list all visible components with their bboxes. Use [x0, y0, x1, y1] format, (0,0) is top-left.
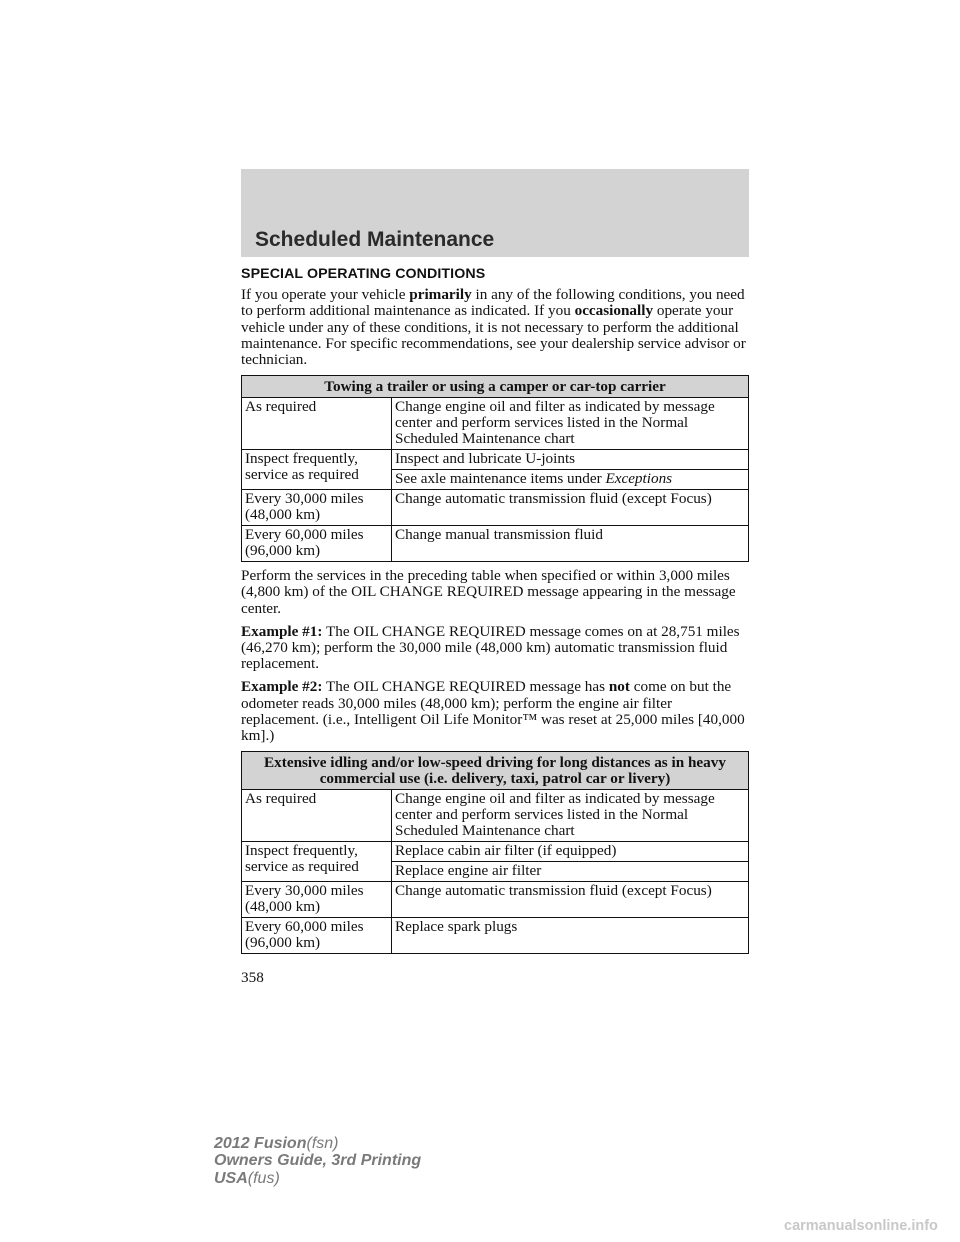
idling-maintenance-table: [241, 751, 749, 954]
table-row: [242, 918, 749, 954]
service-cell: Replace cabin air filter (if equipped): [392, 842, 749, 862]
example-2-bold-not: not: [608, 678, 630, 696]
interval-cell: As required: [242, 398, 392, 450]
service-cell: Replace spark plugs: [392, 918, 749, 954]
example-2-text-1: The OIL CHANGE REQUIRED message has: [322, 678, 609, 696]
page-title: Scheduled Maintenance: [255, 228, 495, 251]
table-row: [242, 842, 749, 862]
table-row: [242, 882, 749, 918]
interval-cell: Inspect frequently, service as required: [242, 450, 392, 490]
intro-text-1: If you operate your vehicle: [241, 286, 410, 304]
interval-cell: Every 30,000 miles (48,000 km): [242, 490, 392, 526]
example-1-paragraph: [241, 624, 749, 673]
watermark: carmanualsonline.info: [784, 1218, 938, 1234]
service-cell: [392, 470, 749, 490]
service-cell: Change manual transmission fluid: [392, 526, 749, 562]
intro-paragraph: [241, 287, 749, 368]
main-content: [241, 266, 749, 960]
table-row: [242, 790, 749, 842]
example-1-text: The OIL CHANGE REQUIRED message comes on at 28,751 miles (46,270 km); perform the 30,000 mile (48,000 km) automatic transmission fluid replacement.: [241, 622, 740, 673]
interval-cell: Every 30,000 miles (48,000 km): [242, 882, 392, 918]
table-row: [242, 450, 749, 470]
footer-printing: Owners Guide, 3rd Printing: [214, 1152, 422, 1170]
footer-model: 2012 Fusion: [214, 1135, 307, 1152]
service-cell: Change engine oil and filter as indicated by message center and perform services listed in the Normal Scheduled Maintenance chart: [392, 398, 749, 450]
table-header: Extensive idling and/or low-speed driving for long distances as in heavy commercial use (i.e. delivery, taxi, patrol car or livery): [242, 752, 749, 790]
after-table-paragraph: Perform the services in the preceding table when specified or within 3,000 miles (4,800 km) of the OIL CHANGE REQUIRED message appearing in the message center.: [241, 567, 736, 617]
footer-market-code: (fus): [247, 1169, 280, 1187]
service-cell: Change engine oil and filter as indicated by message center and perform services listed in the Normal Scheduled Maintenance chart: [392, 790, 749, 842]
intro-text-2: in any of the following conditions, you need to perform additional maintenance as indicated. If you: [241, 286, 745, 320]
service-cell: Inspect and lubricate U-joints: [392, 450, 749, 470]
example-1-label: Example #1:: [241, 622, 323, 640]
service-text: See axle maintenance items under: [395, 470, 606, 488]
towing-maintenance-table: [241, 375, 749, 562]
service-cell: Replace engine air filter: [392, 862, 749, 882]
example-2-label: Example #2:: [241, 678, 323, 696]
table-row: [242, 398, 749, 450]
interval-cell: Every 60,000 miles (96,000 km): [242, 918, 392, 954]
interval-cell: Every 60,000 miles (96,000 km): [242, 526, 392, 562]
intro-bold-occasionally: occasionally: [574, 302, 654, 320]
table-row: [242, 526, 749, 562]
service-cell: Change automatic transmission fluid (except Focus): [392, 490, 749, 526]
service-cell: Change automatic transmission fluid (except Focus): [392, 882, 749, 918]
table-header: Towing a trailer or using a camper or car-top carrier: [242, 376, 749, 398]
page-number: 358: [241, 969, 264, 986]
interval-cell: Inspect frequently, service as required: [242, 842, 392, 882]
section-heading: SPECIAL OPERATING CONDITIONS: [241, 266, 486, 282]
footer-market: USA: [214, 1169, 248, 1187]
exceptions-reference: Exceptions: [605, 470, 673, 488]
footer-model-code: (fsn): [306, 1135, 339, 1152]
footer-imprint: [214, 1135, 421, 1187]
intro-bold-primarily: primarily: [409, 286, 472, 304]
example-2-paragraph: [241, 679, 749, 744]
interval-cell: As required: [242, 790, 392, 842]
intro-text-3: operate your vehicle under any of these conditions, it is not necessary to perform the additional maintenance. For specific recommendations, see your dealership service advisor or technician.: [241, 302, 746, 369]
example-2-text-2: come on but the odometer reads 30,000 miles (48,000 km); perform the engine air filter replacement. (i.e., Intelligent Oil Life Monitor™ was reset at 25,000 miles [40,000 km].): [241, 678, 745, 745]
table-row: [242, 490, 749, 526]
